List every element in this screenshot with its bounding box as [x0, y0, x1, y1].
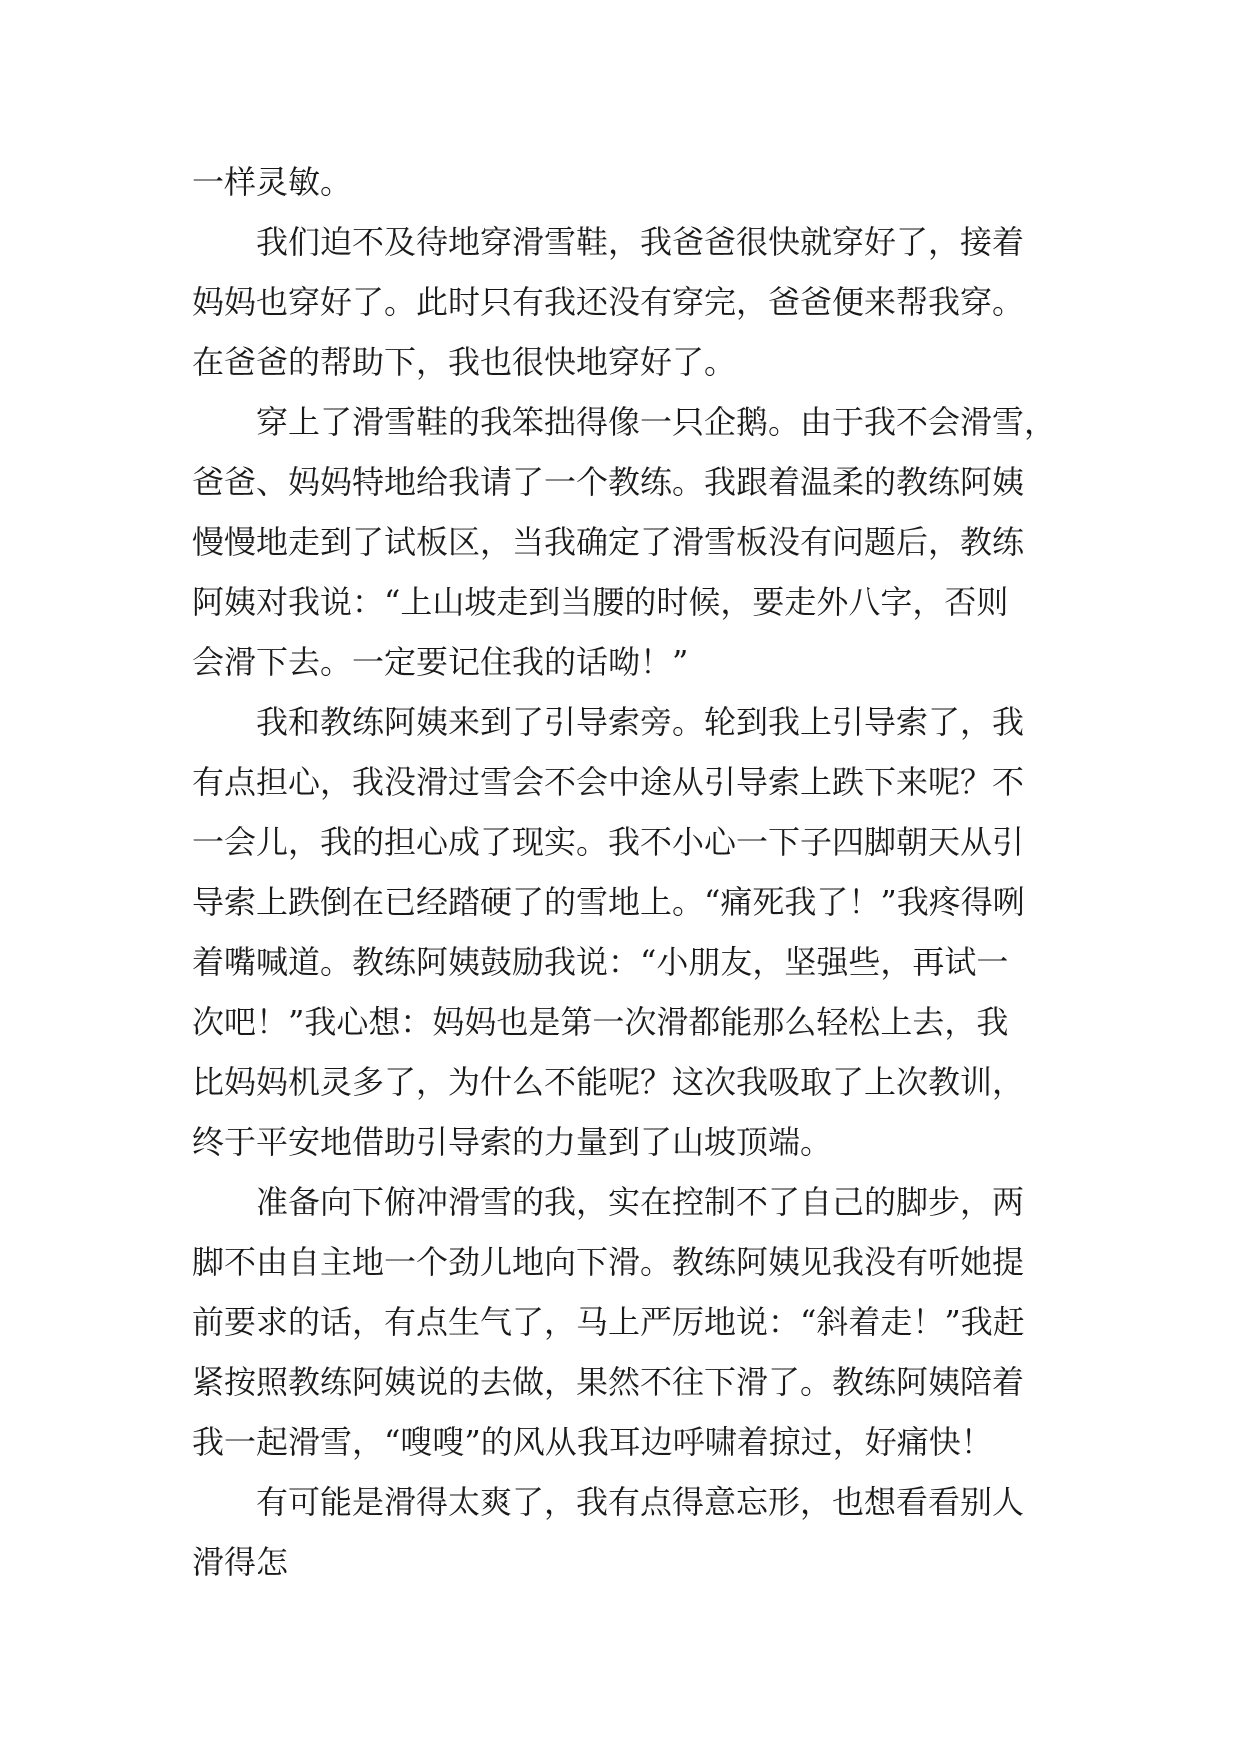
text-line: 紧按照教练阿姨说的去做，果然不往下滑了。教练阿姨陪着 — [192, 1363, 1025, 1401]
text-line: 妈妈也穿好了。此时只有我还没有穿完，爸爸便来帮我穿。 — [192, 283, 1025, 321]
text-line: 在爸爸的帮助下，我也很快地穿好了。 — [192, 343, 737, 381]
text-line: 比妈妈机灵多了，为什么不能呢？这次我吸取了上次教训， — [192, 1063, 1025, 1101]
paragraph-first-line: 有可能是滑得太爽了，我有点得意忘形，也想看看别人 — [256, 1483, 1025, 1521]
text-line: 一样灵敏。 — [192, 163, 353, 201]
text-line: 爸爸、妈妈特地给我请了一个教练。我跟着温柔的教练阿姨 — [192, 463, 1025, 501]
text-line: 一会儿，我的担心成了现实。我不小心一下子四脚朝天从引 — [192, 823, 1025, 861]
paragraph-first-line: 穿上了滑雪鞋的我笨拙得像一只企鹅。由于我不会滑雪， — [256, 403, 1057, 441]
text-line: 脚不由自主地一个劲儿地向下滑。教练阿姨见我没有听她提 — [192, 1243, 1025, 1281]
text-line: 慢慢地走到了试板区，当我确定了滑雪板没有问题后，教练 — [192, 523, 1025, 561]
text-line: 着嘴喊道。教练阿姨鼓励我说：“小朋友，坚强些，再试一 — [192, 943, 1009, 981]
text-line: 滑得怎 — [192, 1543, 289, 1581]
text-line: 我一起滑雪，“嗖嗖”的风从我耳边呼啸着掠过，好痛快！ — [192, 1423, 993, 1461]
text-line: 导索上跌倒在已经踏硬了的雪地上。“痛死我了！”我疼得咧 — [192, 883, 1025, 921]
text-line: 有点担心，我没滑过雪会不会中途从引导索上跌下来呢？不 — [192, 763, 1025, 801]
text-line: 前要求的话，有点生气了，马上严厉地说：“斜着走！”我赶 — [192, 1303, 1025, 1341]
text-line: 阿姨对我说：“上山坡走到当腰的时候，要走外八字，否则 — [192, 583, 1009, 621]
text-line: 会滑下去。一定要记住我的话呦！” — [192, 643, 689, 681]
paragraph-first-line: 我和教练阿姨来到了引导索旁。轮到我上引导索了，我 — [256, 703, 1025, 741]
text-line: 次吧！”我心想：妈妈也是第一次滑都能那么轻松上去，我 — [192, 1003, 1009, 1041]
paragraph-first-line: 我们迫不及待地穿滑雪鞋，我爸爸很快就穿好了，接着 — [256, 223, 1025, 261]
paragraph-first-line: 准备向下俯冲滑雪的我，实在控制不了自己的脚步，两 — [256, 1183, 1025, 1221]
text-line: 终于平安地借助引导索的力量到了山坡顶端。 — [192, 1123, 833, 1161]
